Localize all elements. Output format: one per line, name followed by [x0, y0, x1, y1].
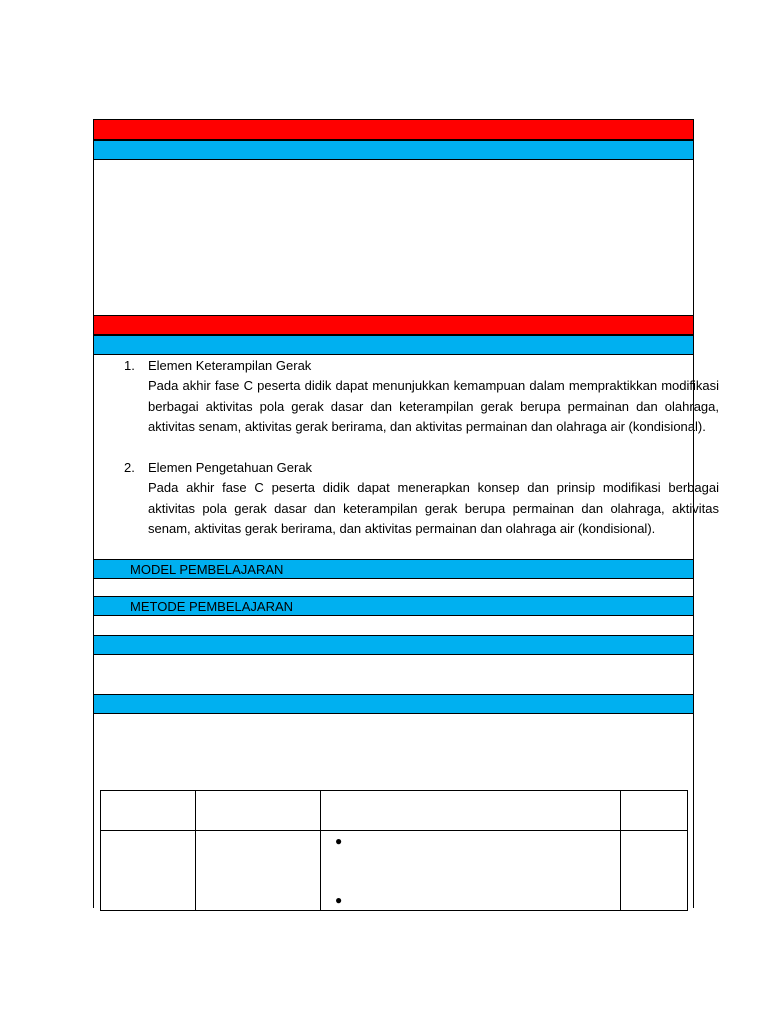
red-header-band-2 — [94, 315, 693, 335]
model-pembelajaran-content — [94, 579, 693, 596]
element-description: Pada akhir fase C peserta didik dapat menerapkan konsep dan prinsip modifikasi berbagai aktivitas pola gerak dasar dan keterampilan gerak berupa permainan dan olahraga, aktivitas senam, aktivitas gerak berirama, dan aktivitas permainan dan olahraga air (kondisional). — [148, 480, 719, 536]
table-cell — [321, 831, 621, 911]
table-cell — [621, 791, 688, 831]
table-cell — [196, 791, 321, 831]
element-title: Elemen Keterampilan Gerak — [148, 358, 312, 373]
bullet-icon: ● — [335, 834, 343, 848]
blue-section-band-4 — [94, 694, 693, 714]
activity-table — [100, 790, 688, 911]
document-table — [93, 119, 719, 908]
list-number: 1. — [124, 358, 135, 373]
table-cell — [101, 831, 196, 911]
table-header-row — [101, 791, 688, 831]
metode-pembelajaran-content — [94, 616, 693, 635]
metode-pembelajaran-label: METODE PEMBELAJARAN — [130, 599, 294, 614]
learning-elements-list — [94, 356, 719, 559]
list-number: 2. — [124, 460, 135, 475]
empty-content-area-1 — [94, 160, 693, 315]
element-description: Pada akhir fase C peserta didik dapat menunjukkan kemampuan dalam mempraktikkan modifikasi berbagai aktivitas pola gerak dasar dan keterampilan gerak berupa permainan dan olahraga, aktivitas senam, aktivitas gerak berirama, dan aktivitas permainan dan olahraga air (kondisional). — [148, 378, 719, 434]
table-cell — [321, 791, 621, 831]
model-pembelajaran-label: MODEL PEMBELAJARAN — [130, 562, 284, 577]
table-row — [101, 831, 688, 911]
model-pembelajaran-band — [94, 559, 693, 579]
blue-header-band-2 — [94, 335, 693, 355]
table-cell — [101, 791, 196, 831]
element-title: Elemen Pengetahuan Gerak — [148, 460, 313, 475]
table-cell — [621, 831, 688, 911]
red-header-band-1 — [94, 120, 693, 140]
blue-section-band-3 — [94, 635, 693, 655]
empty-content-area-2 — [94, 655, 693, 694]
table-cell — [196, 831, 321, 911]
blue-header-band-1 — [94, 140, 693, 160]
bullet-icon: ● — [335, 893, 343, 907]
metode-pembelajaran-band — [94, 596, 693, 616]
